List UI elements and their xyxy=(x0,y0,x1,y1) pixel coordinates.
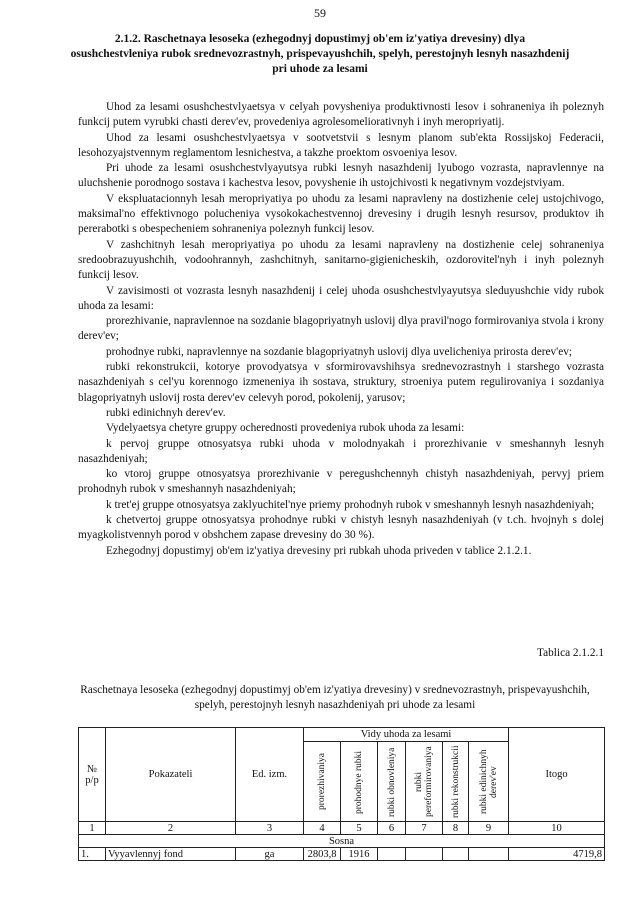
col-number: 8 xyxy=(443,822,469,835)
header-type: prorezhivaniya xyxy=(304,742,341,822)
row-value xyxy=(443,848,469,861)
col-number: 2 xyxy=(106,822,236,835)
header-unit: Ed. izm. xyxy=(236,728,304,822)
column-numbers-row xyxy=(79,822,605,835)
body-text xyxy=(78,100,604,559)
paragraph: prohodnye rubki, napravlennye na sozdanie blagopriyatnyh uslovij dlya uvelicheniya prirosta derev'ev; xyxy=(106,345,573,358)
header-type: rubki pereformirovaniya xyxy=(406,742,443,822)
paragraph: k tret'ej gruppe otnosyatsya zaklyuchitel'nye priemy prohodnyh rubok v smeshannyh lesnyh nasazhdeniyah; xyxy=(106,498,595,511)
row-value: 1916 xyxy=(341,848,378,861)
header-type: rubki obnovleniya xyxy=(378,742,406,822)
col-number: 4 xyxy=(304,822,341,835)
paragraph: V zashchitnyh lesah meropriyatiya po uhodu za lesami napravleny na dostizhenie celej sohraneniya sredoobrazuyushchih, vodoohrannyh, zashchitnyh, sanitarno-gigienicheskih, ozdorovitel'nyh i inyh poleznyh funkcij lesov. xyxy=(78,238,604,282)
col-number: 5 xyxy=(341,822,378,835)
header-care-types: Vidy uhoda za lesami xyxy=(304,728,509,742)
paragraph: k pervoj gruppe otnosyatsya rubki uhoda v molodnyakah i prorezhivanie v smeshannyh lesnyh nasazhdeniyah; xyxy=(78,437,604,465)
row-name: Vyyavlennyj fond xyxy=(106,848,236,861)
row-value xyxy=(378,848,406,861)
col-number: 9 xyxy=(469,822,509,835)
col-number: 6 xyxy=(378,822,406,835)
paragraph: Uhod za lesami osushchestvlyaetsya v sootvetstvii s lesnym planom sub'ekta Rossijskoj Federacii, lesohozyajstvennym reglamentom lesnichestva, a takzhe proektom osvoeniya lesov. xyxy=(78,131,604,159)
page-number: 59 xyxy=(314,6,326,20)
col-number: 10 xyxy=(509,822,605,835)
paragraph: rubki rekonstrukcii, kotorye provodyatsya v sformirovavshihsya srednevozrastnyh i starshego vozrasta nasazhdeniyah s cel'yu korennogo izmeneniya ih sostava, struktury, stroeniya putem regulirovaniya i sozdaniya blagopriyatnyh uslovij rosta derev'ev celevyh porod, pokolenij, yarusov; xyxy=(78,361,604,404)
section-heading: 2.1.2. Raschetnaya lesoseka (ezhegodnyj dopustimyj ob'em iz'yatiya drevesiny) dlya osushchestvleniya rubok srednevozrastnyh, prispevayushchih, spelyh, perestojnyh lesnyh nasazhdenij pri uhode za lesami xyxy=(70,33,570,75)
paragraph: V ekspluatacionnyh lesah meropriyatiya po uhodu za lesami napravleny na dostizhenie celej ustojchivogo, maksimal'no effektivnogo polucheniya vysokokachestvennoj drevesiny i drugih lesnyh resursov, produktov ih pererabotki s obespecheniem sohraneniya poleznyh funkcij lesov. xyxy=(78,192,604,236)
row-unit: ga xyxy=(236,848,304,861)
row-value: 2803,8 xyxy=(304,848,341,861)
paragraph: prorezhivanie, napravlennoe na sozdanie blagopriyatnyh uslovij dlya pravil'nogo formirovaniya stvola i krony derev'ev; xyxy=(78,315,604,343)
header-type: rubki edinichnyh derev'ev xyxy=(469,742,509,822)
col-number: 7 xyxy=(406,822,443,835)
row-value xyxy=(406,848,443,861)
paragraph: rubki edinichnyh derev'ev. xyxy=(106,406,226,419)
row-num: 1. xyxy=(79,848,106,861)
species-section: Sosna xyxy=(79,835,605,848)
row-total: 4719,8 xyxy=(509,848,605,861)
paragraph: Ezhegodnyj dopustimyj ob'em iz'yatiya drevesiny pri rubkah uhoda priveden v tablice 2.1.2.1. xyxy=(106,544,532,557)
header-indicators: Pokazateli xyxy=(106,728,236,822)
cutting-volume-table xyxy=(78,727,605,861)
paragraph: ko vtoroj gruppe otnosyatsya prorezhivanie v peregushchennyh chistyh nasazhdeniyah, pervyj priem prohodnyh rubok v smeshannyh nasazhdeniyah; xyxy=(78,468,604,496)
header-type: rubki rekonstrukcii xyxy=(443,742,469,822)
paragraph: Pri uhode za lesami osushchestvlyayutsya rubki lesnyh nasazhdenij lyubogo vozrasta, napravlennye na uluchshenie porodnogo sostava i kachestva lesov, povyshenie ih ustojchivosti k negativnym vozdejstviyam. xyxy=(78,162,604,190)
header-total: Itogo xyxy=(509,728,605,822)
paragraph: k chetvertoj gruppe otnosyatsya prohodnye rubki v chistyh lesnyh nasazhdeniyah (v t.ch. hvojnyh s dolej myagkolistvennyh porod v obshchem zapase drevesiny do 30 %). xyxy=(78,514,604,542)
paragraph: Vydelyaetsya chetyre gruppy ocherednosti provedeniya rubok uhoda za lesami: xyxy=(106,422,465,435)
col-number: 3 xyxy=(236,822,304,835)
col-number: 1 xyxy=(79,822,106,835)
paragraph: V zavisimosti ot vozrasta lesnyh nasazhdenij i celej uhoda osushchestvlyayutsya sleduyushchie vidy rubok uhoda za lesami: xyxy=(78,284,604,312)
header-type: prohodnye rubki xyxy=(341,742,378,822)
header-num: № p/p xyxy=(79,728,106,822)
table-row xyxy=(79,848,605,861)
row-value xyxy=(469,848,509,861)
paragraph: Uhod za lesami osushchestvlyaetsya v celyah povysheniya produktivnosti lesov i sohraneniya ih poleznyh funkcij putem vyrubki chasti derev'ev, provedeniya agrolesomeliorativnyh i inyh meropriyatij. xyxy=(78,101,604,129)
table-caption: Raschetnaya lesoseka (ezhegodnyj dopustimyj ob'em iz'yatiya drevesiny) v srednevozrastnyh, prispevayushchih, spelyh, perestojnyh lesnyh nasazhdeniyah pri uhode za lesami xyxy=(80,684,590,711)
table-label: Tablica 2.1.2.1 xyxy=(537,647,604,659)
